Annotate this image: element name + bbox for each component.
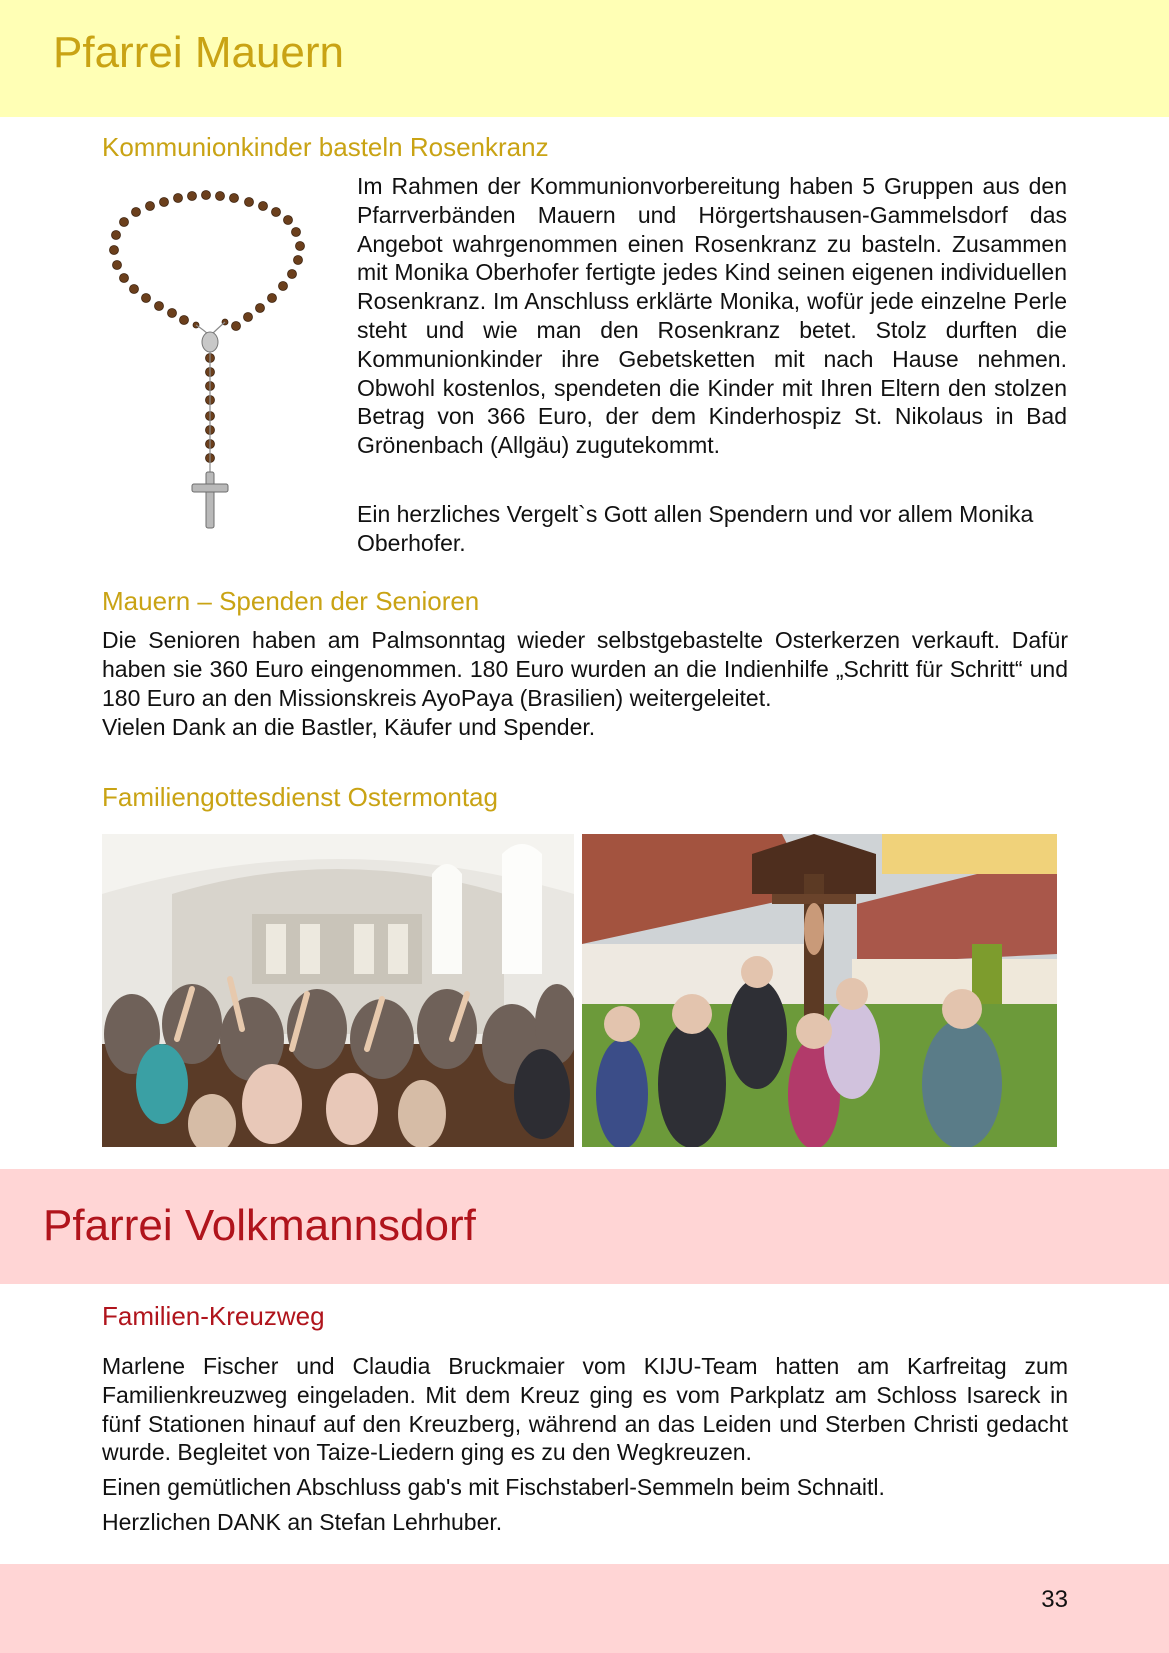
photo-church-interior (102, 834, 574, 1147)
rosenkranz-paragraph-1: Im Rahmen der Kommunionvorbereitung haben 5 Gruppen aus den Pfarrverbänden Mauern und Hörgertshausen-Gammelsdorf das Angebot wahrgenommen einen Rosenkranz zu basteln. Zusammen mit Monika Oberhofer fertigte jedes Kind seinen eigenen individuellen Rosenkranz. Im Anschluss erklärte Monika, wofür jede einzelne Perle steht und wie man den Rosenkranz betet. Stolz durften die Kommunionkinder ihre Gebetsketten mit nach Hause nehmen. Obwohl kostenlos, spendeten die Kinder mit Ihren Eltern den stolzen Betrag von 366 Euro, der dem Kinderhospiz St. Nikolaus in Bad Grönenbach (Allgäu) zugutekommt. (357, 173, 1067, 459)
section-title-rosenkranz: Kommunionkinder basteln Rosenkranz (102, 132, 549, 162)
section-title-ostermontag: Familiengottesdienst Ostermontag (102, 782, 498, 812)
kreuzweg-abschluss: Einen gemütlichen Abschluss gab's mit Fischstaberl-Semmeln beim Schnaitl. (102, 1474, 885, 1500)
footer-band (0, 1564, 1169, 1653)
photo-outdoor-cross (582, 834, 1057, 1147)
senioren-paragraph: Die Senioren haben am Palmsonntag wieder selbstgebastelte Osterkerzen verkauft. Dafür haben sie 360 Euro eingenommen. 180 Euro wurden an die Indienhilfe „Schritt für Schritt“ und 180 Euro an den Missionskreis AyoPaya (Brasilien) weitergeleitet. (102, 627, 1068, 711)
section-title-kreuzweg: Familien-Kreuzweg (102, 1301, 325, 1331)
senioren-thanks: Vielen Dank an die Bastler, Käufer und Spender. (102, 714, 596, 740)
kreuzweg-paragraph: Marlene Fischer und Claudia Bruckmaier vom KIJU-Team hatten am Karfreitag zum Familienkreuzweg eingeladen. Mit dem Kreuz ging es vom Parkplatz am Schloss Isareck in fünf Stationen hinauf auf den Kreuzberg, während an das Leiden und Sterben Christi gedacht wurde. Begleitet von Taize-Liedern ging es zu den Wegkreuzen. (102, 1353, 1068, 1466)
page-number: 33 (1041, 1586, 1068, 1613)
parish-title-mauern: Pfarrei Mauern (53, 28, 345, 77)
section-title-senioren: Mauern – Spenden der Senioren (102, 586, 480, 616)
kreuzweg-dank: Herzlichen DANK an Stefan Lehrhuber. (102, 1509, 503, 1535)
rosenkranz-paragraph-2: Ein herzliches Vergelt`s Gott allen Spendern und vor allem Monika Oberhofer. (357, 501, 1034, 556)
parish-title-volkmannsdorf: Pfarrei Volkmannsdorf (43, 1201, 476, 1250)
rosary-image (104, 190, 324, 542)
